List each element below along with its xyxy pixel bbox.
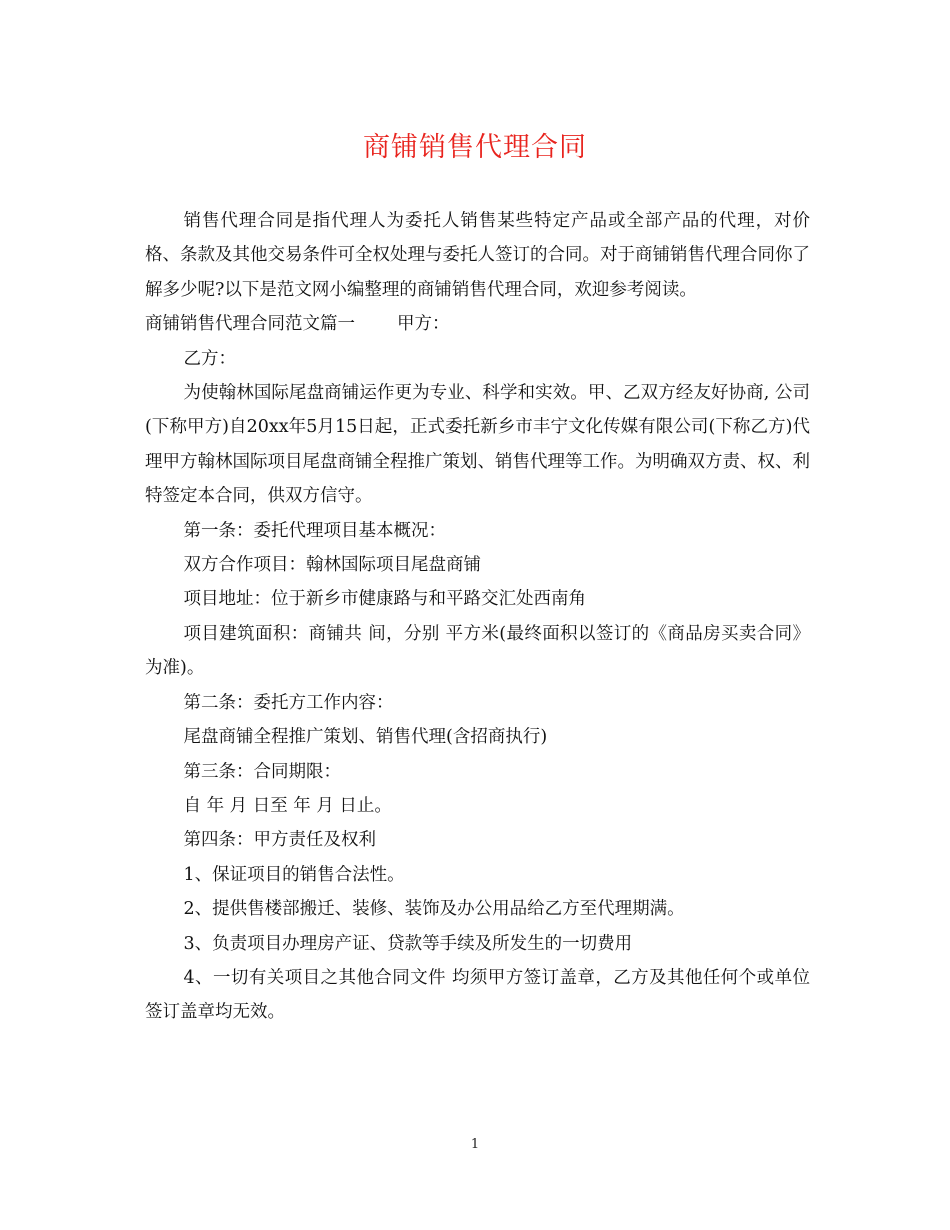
party-a-label: 甲方： [397, 314, 450, 335]
clause-item-1: 1、保证项目的销售合法性。 [183, 864, 405, 885]
section-heading-line [145, 307, 810, 341]
intro-paragraph: 销售代理合同是指代理人为委托人销售某些特定产品或全部产品的代理，对价格、条款及其他交易条件可全权处理与委托人签订的合同。对于商铺销售代理合同你了解多少呢?以下是范文网小编整理的商铺销售代理合同，欢迎参考阅读。 [145, 211, 810, 300]
paragraph-purpose: 为使翰林国际尾盘商铺运作更为专业、科学和实效。甲、乙双方经友好协商, 公司(下称甲方)自20xx年5月15日起，正式委托新乡市丰宁文化传媒有限公司(下称乙方)代理甲方翰林国际项目尾盘商铺全程推广策划、销售代理等工作。为明确双方责、权、利特签定本合同，供双方信守。 [145, 383, 810, 507]
project-area: 项目建筑面积：商铺共 间，分别 平方米(最终面积以签订的《商品房买卖合同》为准)。 [145, 623, 810, 679]
party-b-label: 乙方： [183, 348, 236, 369]
article-1-heading: 第一条：委托代理项目基本概况： [183, 520, 446, 541]
clause-item-3: 3、负责项目办理房产证、贷款等手续及所发生的一切费用 [183, 933, 633, 954]
clause-item-2: 2、提供售楼部搬迁、装修、装饰及办公用品给乙方至代理期满。 [183, 899, 685, 920]
section-heading: 商铺销售代理合同范文篇一 [145, 314, 355, 335]
contract-term: 自 年 月 日至 年 月 日止。 [183, 795, 392, 816]
article-4-heading: 第四条：甲方责任及权利 [183, 830, 376, 851]
cooperation-project: 双方合作项目：翰林国际项目尾盘商铺 [183, 555, 481, 576]
article-2-heading: 第二条：委托方工作内容： [183, 692, 394, 713]
project-address: 项目地址：位于新乡市健康路与和平路交汇处西南角 [183, 589, 586, 610]
article-3-heading: 第三条：合同期限： [183, 761, 341, 782]
page-number: 1 [470, 1137, 480, 1152]
clause-item-4: 4、一切有关项目之其他合同文件 均须甲方签订盖章，乙方及其他任何个或单位签订盖章均无效。 [145, 967, 810, 1023]
document-title: 商铺销售代理合同 [363, 132, 587, 163]
work-content: 尾盘商铺全程推广策划、销售代理(含招商执行) [183, 727, 548, 748]
document-body [145, 204, 810, 1030]
